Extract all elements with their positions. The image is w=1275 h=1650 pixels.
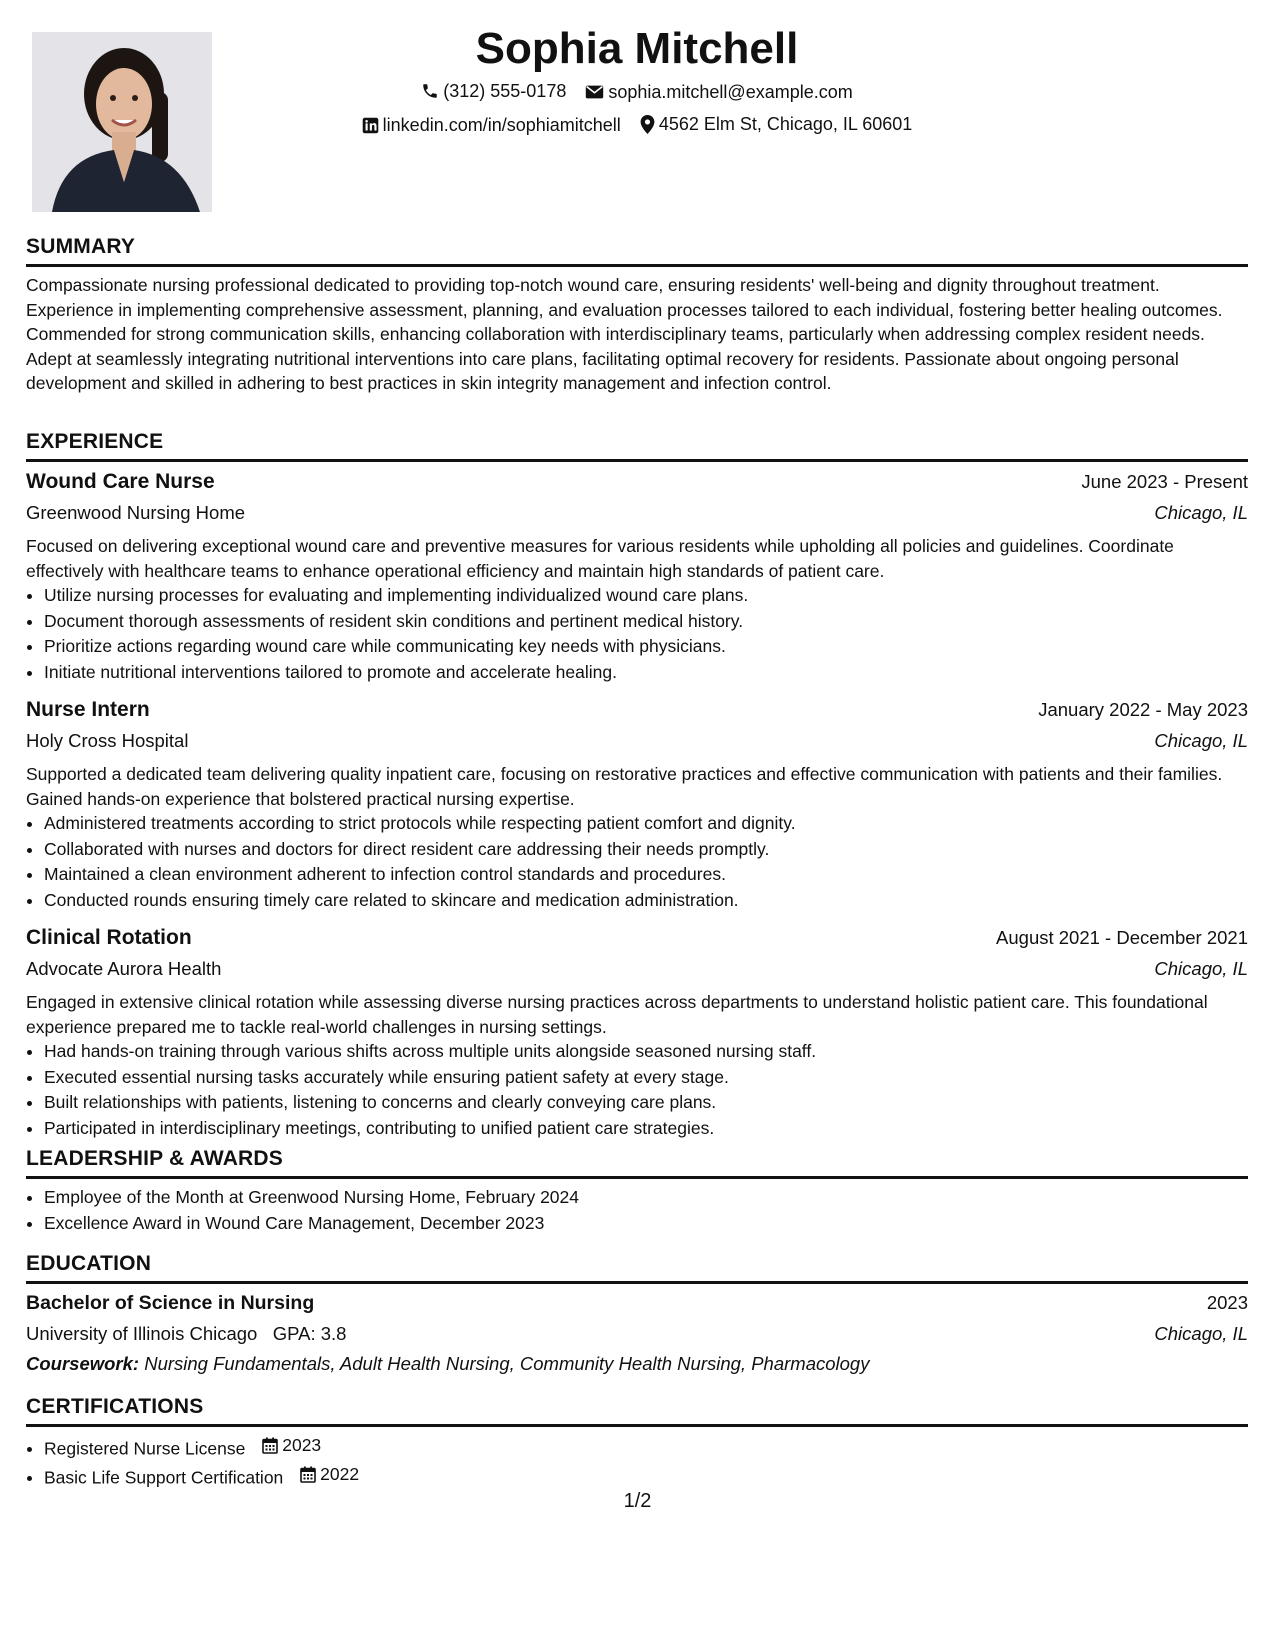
job-location: Chicago, IL (1154, 502, 1248, 523)
job-bullets (26, 1039, 1248, 1141)
contact-line-1 (26, 76, 1248, 109)
list-item: • Built relationships with patients, listening to concerns and clearly conveying care plans. (44, 1090, 1248, 1116)
experience-section (26, 429, 1248, 1141)
list-item (44, 1462, 1248, 1491)
candidate-name: Sophia Mitchell (475, 24, 799, 73)
cert-year: 2023 (282, 1435, 322, 1455)
school-info (26, 1318, 346, 1349)
phone-contact (421, 76, 566, 106)
job-entry (26, 467, 1248, 685)
education-heading: EDUCATION (26, 1251, 1248, 1284)
list-item: • Collaborated with nurses and doctors for direct resident care addressing their needs promptly. (44, 837, 1248, 863)
list-item: • Document thorough assessments of resident skin conditions and pertinent medical history. (44, 609, 1248, 635)
list-item: • Had hands-on training through various shifts across multiple units alongside seasoned nursing staff. (44, 1039, 1248, 1065)
summary-text: Compassionate nursing professional dedicated to providing top-notch wound care, ensuring residents' well-being and dignity throughout treatment. Experience in implementing comprehensive assessment, planning, and evaluation processes tailored to each individual, fostering better healing outcomes. Commended for strong communication skills, enhancing collaboration with interdisciplinary teams, particularly when addressing complex resident needs. Adept at seamlessly integrating nutritional interventions into care plans, facilitating optimal recovery for residents. Passionate about ongoing personal development and skilled in adhering to best practices in skin integrity management and infection control. (26, 275, 1223, 393)
certifications-section (26, 1394, 1248, 1491)
job-dates: August 2021 - December 2021 (996, 927, 1248, 948)
job-title: Nurse Intern (26, 698, 150, 721)
leadership-section (26, 1146, 1248, 1236)
list-item: • Prioritize actions regarding wound care while communicating key needs with physicians. (44, 634, 1248, 660)
cert-year: 2022 (320, 1463, 360, 1484)
phone-icon (421, 82, 439, 100)
linkedin-contact[interactable] (362, 110, 621, 140)
linkedin-text[interactable]: linkedin.com/in/sophiamitchell (382, 115, 621, 135)
calendar-icon (262, 1437, 278, 1454)
job-location: Chicago, IL (1154, 730, 1248, 751)
leadership-heading: LEADERSHIP & AWARDS (26, 1146, 1248, 1179)
summary-heading: SUMMARY (26, 234, 1248, 267)
job-description: Focused on delivering exceptional wound care and preventive measures for various residents while upholding all policies and guidelines. Coordinate effectively with healthcare teams to enhance operational efficiency and maintain high standards of patient care. (26, 536, 1174, 581)
page-number: 1/2 (623, 1490, 652, 1512)
gpa: GPA: 3.8 (272, 1323, 347, 1344)
graduation-year: 2023 (1206, 1292, 1248, 1313)
list-item: • Administered treatments according to strict protocols while respecting patient comfort and dignity. (44, 811, 1248, 837)
job-title: Wound Care Nurse (26, 470, 215, 493)
experience-heading: EXPERIENCE (26, 429, 1248, 462)
job-entry (26, 695, 1248, 913)
coursework (26, 1349, 1248, 1379)
certifications-list (26, 1433, 1248, 1491)
coursework-label: Coursework: (26, 1353, 140, 1374)
list-item: • Executed essential nursing tasks accurately while ensuring patient safety at every stage. (44, 1065, 1248, 1091)
cert-name: Registered Nurse License (44, 1438, 246, 1459)
job-dates: June 2023 - Present (1081, 471, 1248, 492)
phone-text: (312) 555-0178 (443, 81, 567, 101)
list-item: • Utilize nursing processes for evaluating and implementing individualized wound care plans. (44, 583, 1248, 609)
job-bullets (26, 811, 1248, 913)
summary-section (26, 234, 1248, 396)
list-item: • Maintained a clean environment adherent to infection control standards and procedures. (44, 862, 1248, 888)
list-item: • Initiate nutritional interventions tailored to promote and accelerate healing. (44, 660, 1248, 686)
list-item: • Excellence Award in Wound Care Management, December 2023 (44, 1211, 1248, 1237)
job-organization: Holy Cross Hospital (26, 730, 189, 751)
job-bullets (26, 583, 1248, 685)
resume-header (26, 22, 1248, 143)
email-contact[interactable] (585, 77, 852, 107)
job-description: Supported a dedicated team delivering quality inpatient care, focusing on restorative practices and effective communication with patients and their families. Gained hands-on experience that bolstered practical nursing expertise. (26, 764, 1223, 809)
address-contact (640, 109, 913, 139)
certifications-heading: CERTIFICATIONS (26, 1394, 1248, 1427)
job-dates: January 2022 - May 2023 (1038, 699, 1248, 720)
email-text[interactable]: sophia.mitchell@example.com (608, 82, 853, 102)
list-item: • Employee of the Month at Greenwood Nursing Home, February 2024 (44, 1185, 1248, 1211)
job-location: Chicago, IL (1154, 958, 1248, 979)
job-entry (26, 923, 1248, 1141)
school-name: University of Illinois Chicago (26, 1323, 258, 1344)
envelope-icon (585, 84, 604, 100)
job-title: Clinical Rotation (26, 926, 192, 949)
job-organization: Advocate Aurora Health (26, 958, 222, 979)
calendar-icon (300, 1466, 316, 1483)
job-description: Engaged in extensive clinical rotation while assessing diverse nursing practices across departments to understand holistic patient care. This foundational experience prepared me to tackle real-world challenges in nursing settings. (26, 992, 1208, 1037)
education-section (26, 1251, 1248, 1379)
linkedin-icon (362, 117, 379, 134)
school-location: Chicago, IL (1154, 1323, 1248, 1344)
awards-list (26, 1185, 1248, 1236)
address-text: 4562 Elm St, Chicago, IL 60601 (658, 114, 913, 134)
job-organization: Greenwood Nursing Home (26, 502, 246, 523)
list-item: • Participated in interdisciplinary meetings, contributing to unified patient care strategies. (44, 1116, 1248, 1142)
contact-line-2 (26, 109, 1248, 143)
map-pin-icon (640, 115, 655, 134)
coursework-list: Nursing Fundamentals, Adult Health Nursing, Community Health Nursing, Pharmacology (144, 1353, 870, 1374)
cert-name: Basic Life Support Certification (44, 1467, 284, 1487)
list-item: • Conducted rounds ensuring timely care related to skincare and medication administration. (44, 888, 1248, 914)
list-item (44, 1433, 1248, 1462)
degree-title: Bachelor of Science in Nursing (26, 1292, 315, 1314)
